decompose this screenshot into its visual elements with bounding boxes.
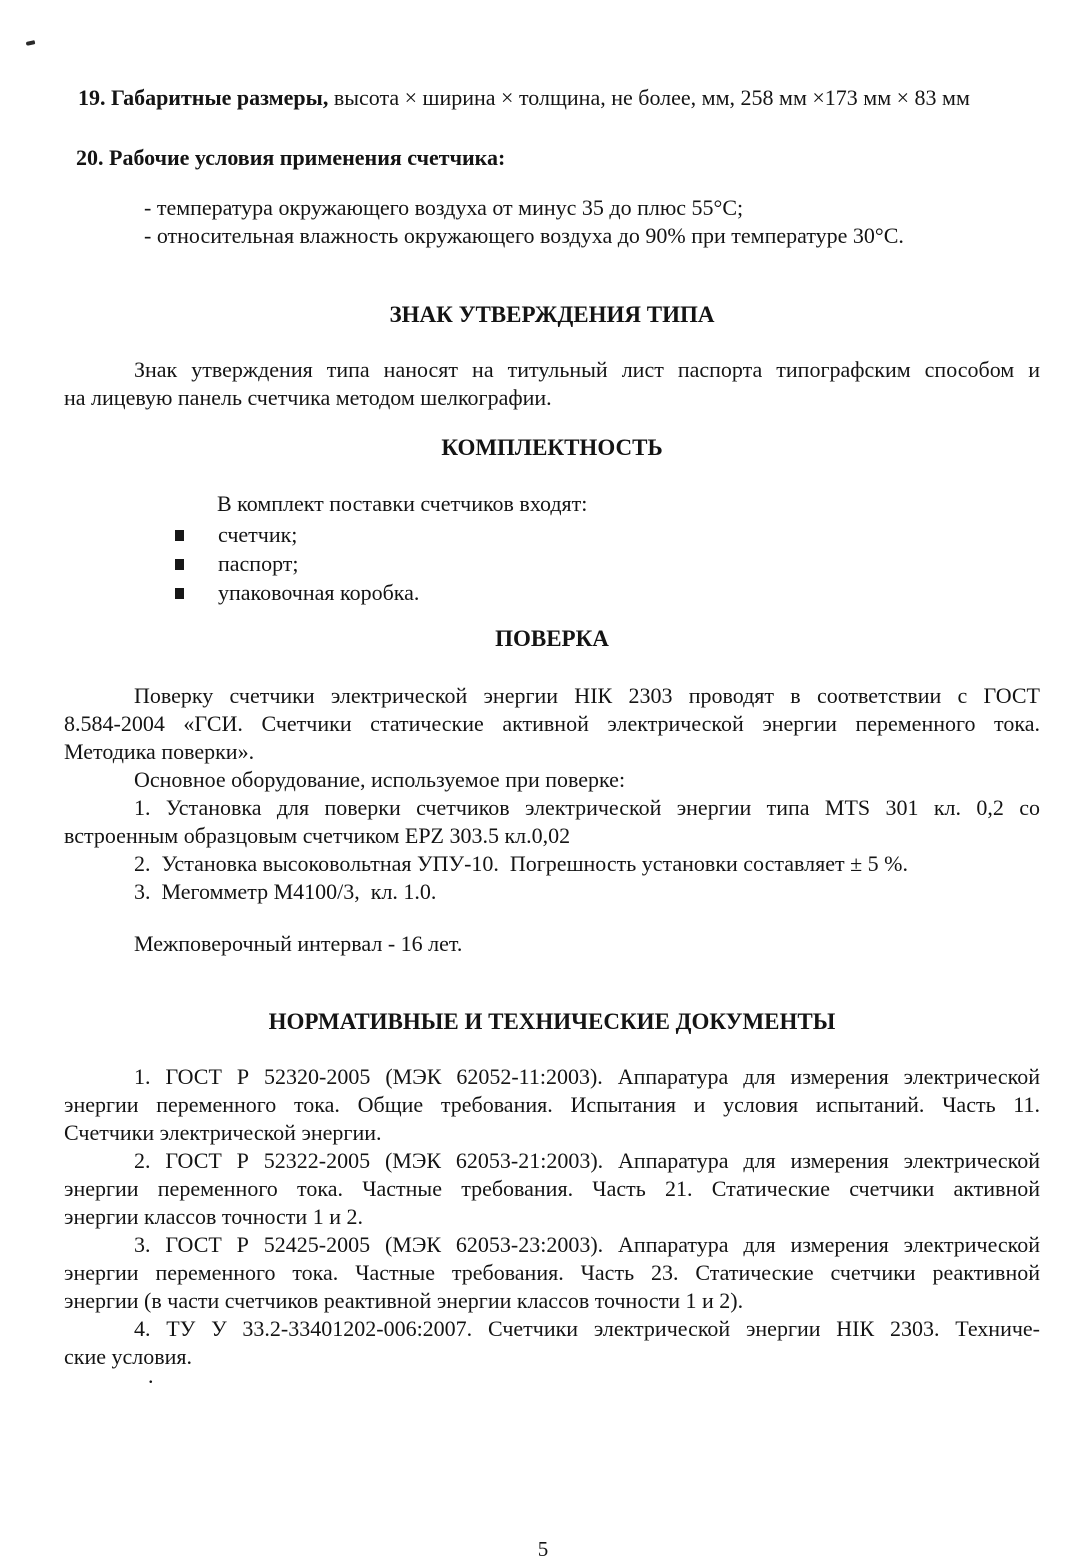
bullet-square-icon — [175, 559, 184, 570]
list-item-text: счетчик; — [218, 522, 298, 547]
type-approval-paragraph — [64, 356, 1040, 412]
bullet-square-icon — [175, 530, 184, 541]
stray-period: . — [148, 1363, 154, 1388]
doc-item-2-cont: энергии классов точности 1 и 2. — [64, 1204, 363, 1229]
section-heading-normative-docs: НОРМАТИВНЫЕ И ТЕХНИЧЕСКИЕ ДОКУМЕНТЫ — [268, 1009, 836, 1034]
equipment-item-3: 3. Мегомметр М4100/3, кл. 1.0. — [134, 879, 437, 904]
paragraph-line: Поверку счетчики электрической энергии НІК 2303 проводят в соответствии с ГОСТ — [134, 683, 1040, 708]
doc-item-4-cont: ские условия. — [64, 1344, 193, 1369]
item-19-text: высота × ширина × толщина, не более, мм, 258 мм ×173 мм × 83 мм — [328, 85, 970, 110]
completeness-intro-wrap — [64, 490, 1040, 518]
paragraph-line: Методика поверки». — [64, 739, 255, 764]
list-item — [64, 578, 1040, 607]
section-heading-verification: ПОВЕРКА — [495, 626, 609, 651]
verification-body — [64, 682, 1040, 906]
doc-item-1-cont: Счетчики электрической энергии. — [64, 1120, 382, 1145]
equipment-item-1-cont: встроенным образцовым счетчиком EPZ 303.5 кл.0,02 — [64, 823, 571, 848]
normative-docs-body — [64, 1063, 1040, 1371]
verification-interval: Межповерочный интервал - 16 лет. — [134, 931, 463, 956]
item-19-dimensions-line — [78, 84, 970, 112]
paragraph-line: на лицевую панель счетчика методом шелкографии. — [64, 385, 552, 410]
item-19-label: 19. Габаритные размеры, — [78, 85, 329, 110]
equipment-item-2: 2. Установка высоковольтная УПУ-10. Погрешность установки составляет ± 5 %. — [134, 851, 908, 876]
section-heading-type-approval: ЗНАК УТВЕРЖДЕНИЯ ТИПА — [389, 302, 715, 327]
bullet-square-icon — [175, 588, 184, 599]
doc-item-4: 4. ТУ У 33.2-33401202-006:2007. Счетчики электрической энергии НІК 2303. Техниче- — [134, 1316, 1040, 1341]
scan-artifact — [26, 40, 36, 46]
list-item-text: упаковочная коробка. — [218, 580, 420, 605]
completeness-list — [64, 520, 1040, 607]
list-item — [64, 549, 1040, 578]
operating-conditions — [144, 194, 904, 250]
doc-item-2: 2. ГОСТ Р 52322-2005 (МЭК 62053-21:2003). Аппаратура для измерения электрической — [134, 1148, 1040, 1173]
completeness-intro: В комплект поставки счетчиков входят: — [217, 491, 588, 516]
verification-interval-wrap — [64, 930, 1040, 958]
section-heading-completeness: КОМПЛЕКТНОСТЬ — [441, 435, 663, 460]
paragraph-line: Знак утверждения типа наносят на титульный лист паспорта типографским способом и — [134, 357, 1040, 382]
list-item — [64, 520, 1040, 549]
equipment-intro: Основное оборудование, используемое при поверке: — [134, 767, 626, 792]
doc-item-3-cont: энергии переменного тока. Частные требования. Часть 23. Статические счетчики реактивной — [64, 1260, 1040, 1285]
equipment-item-1: 1. Установка для поверки счетчиков электрической энергии типа MTS 301 кл. 0,2 со — [134, 795, 1040, 820]
condition-temperature: - температура окружающего воздуха от минус 35 до плюс 55°С; — [144, 195, 744, 220]
page-number: 5 — [537, 1537, 549, 1560]
condition-humidity: - относительная влажность окружающего воздуха до 90% при температуре 30°С. — [144, 223, 904, 248]
item-20-heading: 20. Рабочие условия применения счетчика: — [76, 145, 506, 170]
doc-item-3-cont: энергии (в части счетчиков реактивной энергии классов точности 1 и 2). — [64, 1288, 744, 1313]
doc-item-2-cont: энергии переменного тока. Частные требования. Часть 21. Статические счетчики активной — [64, 1176, 1040, 1201]
paragraph-line: 8.584-2004 «ГСИ. Счетчики статические активной электрической энергии переменного тока. — [64, 711, 1040, 736]
list-item-text: паспорт; — [218, 551, 299, 576]
doc-item-1-cont: энергии переменного тока. Общие требования. Испытания и условия испытаний. Часть 11. — [64, 1092, 1040, 1117]
doc-item-1: 1. ГОСТ Р 52320-2005 (МЭК 62052-11:2003). Аппаратура для измерения электрической — [134, 1064, 1040, 1089]
doc-item-3: 3. ГОСТ Р 52425-2005 (МЭК 62053-23:2003). Аппаратура для измерения электрической — [134, 1232, 1040, 1257]
